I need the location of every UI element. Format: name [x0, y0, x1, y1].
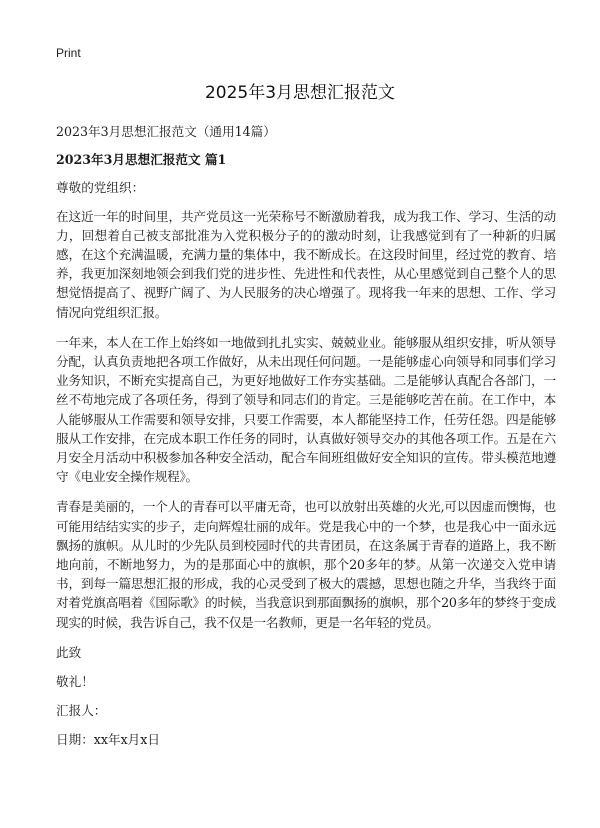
body-paragraph: 一年来，本人在工作上始终如一地做到扎扎实实、兢兢业业。能够服从组织安排，听从领导分配，认真负责地把各项工作做好，从未出现任何问题。一是能够虚心向领导和同事们学习业务知识，不断充实提高自己，为更好地做好工作夯实基础。二是能够认真配合各部门，一丝不苟地完成了各项任务，得到了领导和同志们的肯定。三是能够吃苦在前。在工作中，本人能够服从工作需要和领导安排，只要工作需要，本人都能坚持工作，任劳任怨。四是能够服从工作安排，在完成本职工作任务的同时，认真做好领导交办的其他各项工作。五是在六月安全月活动中积极参加各种安全活动，配合车间班组做好安全知识的宣传。带头模范地遵守《电业安全操作规程》。: [56, 334, 556, 485]
document-title: 2025年3月思想汇报范文: [204, 83, 396, 103]
date-line: 日期：xx年x月x日: [56, 732, 160, 748]
salutation: 尊敬的党组织：: [56, 180, 145, 196]
section-heading: 2023年3月思想汇报范文 篇1: [56, 152, 227, 168]
reporter-label: 汇报人：: [56, 703, 107, 719]
closing-salute: 敬礼！: [56, 674, 94, 690]
body-paragraph: 青春是美丽的，一个人的青春可以平庸无奇，也可以放射出英雄的火光,可以因虚而懊悔，也可能用结结实实的步子，走向辉煌壮丽的成年。党是我心中的一个梦，也是我心中一面永远飘扬的旗帜。从儿时的少先队员到校园时代的共青团员，在这条属于青春的道路上，我不断地向前，不断地努力，为的是那面心中的旗帜，那个20多年的梦。从第一次递交入党申请书，到每一篇思想汇报的形成，我的心灵受到了极大的震撼，思想也随之升华，当我终于面对着党旗高唱着《国际歌》的时候，当我意识到那面飘扬的旗帜，那个20多年的梦终于变成现实的时候，我告诉自己，我不仅是一名教师，更是一名年轻的党员。: [56, 499, 556, 630]
document-subtitle: 2023年3月思想汇报范文（通用14篇）: [56, 124, 276, 139]
body-paragraph: 在这近一年的时间里，共产党员这一光荣称号不断激励着我，成为我工作、学习、生活的动力，回想着自己被支部批准为入党积极分子的的激动时刻，让我感觉到有了一种新的归属感，在这个充满温暖，充满力量的集体中，我不断成长。在这段时间里，经过党的教育、培养，我更加深刻地领会到我们党的进步性、先进性和代表性，从心里感觉到自己整个人的思想觉悟提高了、视野广阔了、为人民服务的决心增强了。现将我一年来的思想、工作、学习情况向党组织汇报。: [56, 208, 556, 320]
print-link[interactable]: Print: [56, 46, 81, 60]
closing-regards: 此致: [56, 644, 82, 660]
document-body: [56, 122, 556, 760]
